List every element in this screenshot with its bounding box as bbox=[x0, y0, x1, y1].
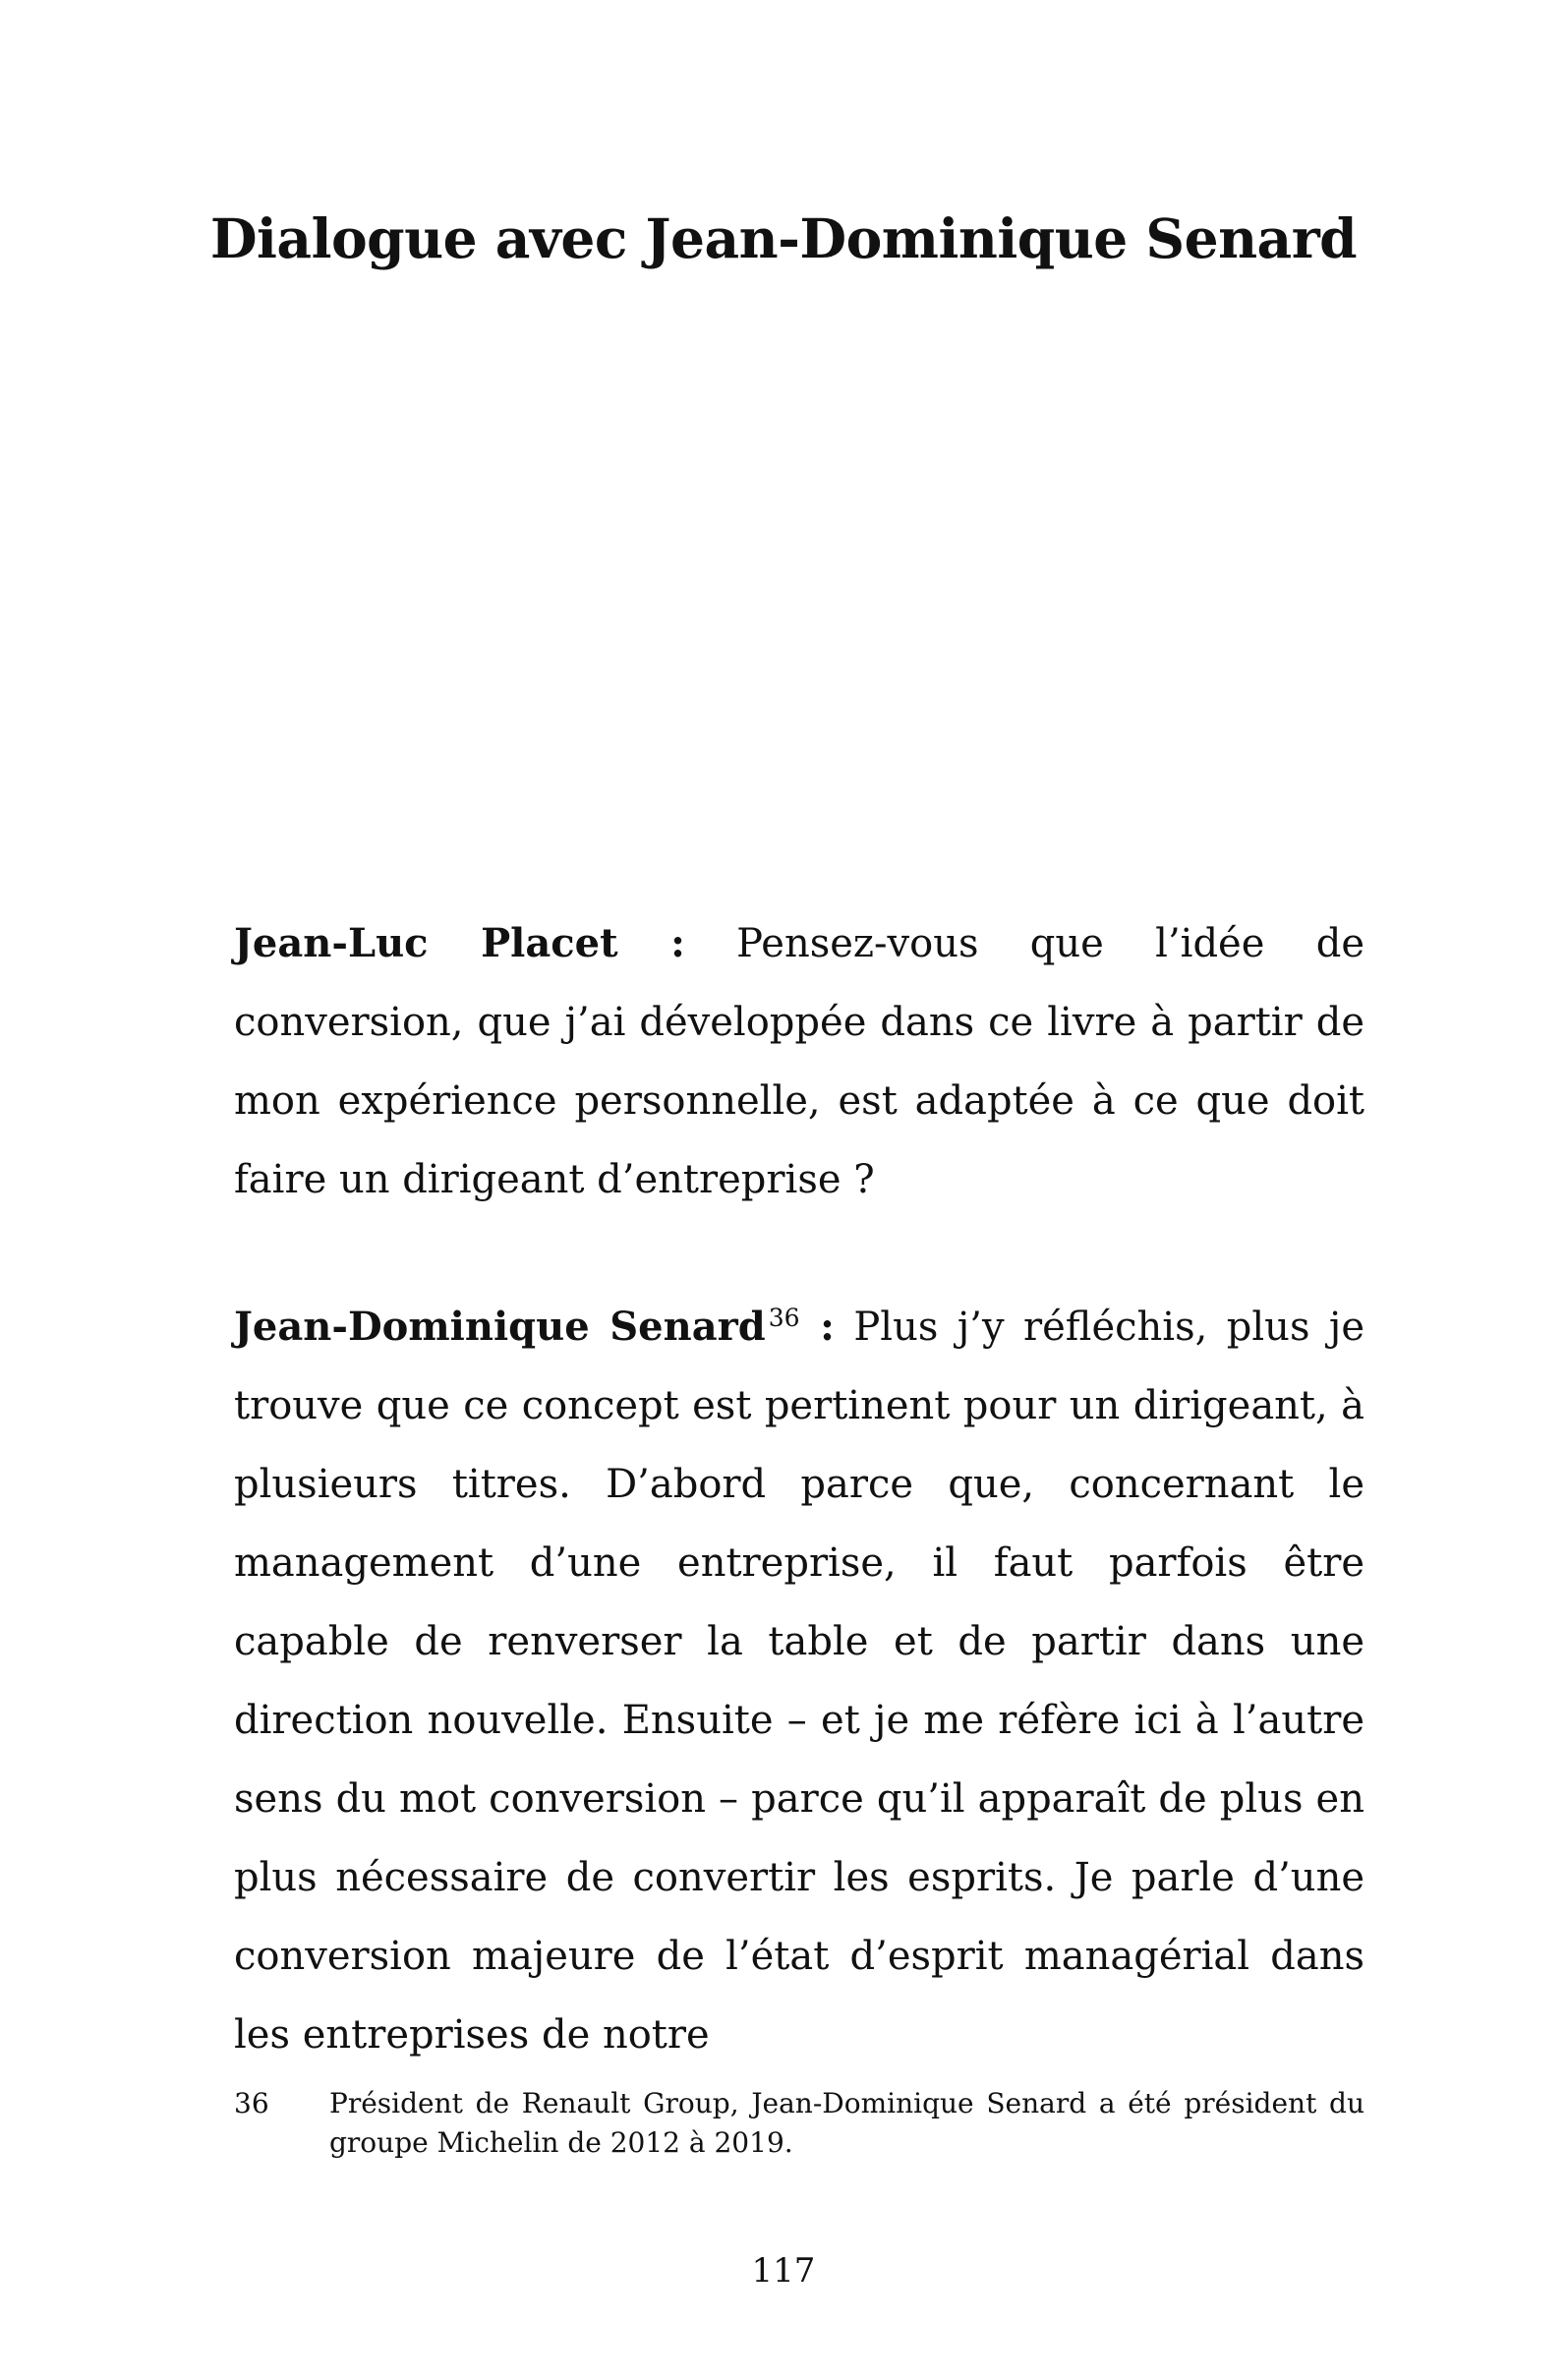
footnote-text: Président de Renault Group, Jean-Dominique Senard a été président du groupe Michelin de 2012 à 2019. bbox=[329, 2087, 1364, 2159]
page-title: Dialogue avec Jean-Dominique Senard bbox=[209, 206, 1358, 270]
paragraph-answer bbox=[234, 1288, 1364, 2074]
paragraph-question bbox=[234, 904, 1364, 1219]
footnote-reference: 36 bbox=[768, 1303, 800, 1332]
paragraph-text: Pensez-vous que l’idée de conversion, que j’ai développée dans ce livre à partir de mon expérience personnelle, est adaptée à ce que doit faire un dirigeant d’entreprise ? bbox=[234, 921, 1364, 1202]
footnote bbox=[234, 2084, 1364, 2163]
page-number: 117 bbox=[751, 2251, 816, 2291]
paragraph-text: Plus j’y réfléchis, plus je trouve que ce concept est pertinent pour un dirigeant, à plusieurs titres. D’abord parce que, concernant le management d’une entreprise, il faut parfois être capable de renverser la table et de partir dans une direction nouvelle. Ensuite – et je me réfère ici à l’autre sens du mot conversion – parce qu’il apparaît de plus en plus nécessaire de convertir les esprits. Je parle d’une conversion majeure de l’état d’esprit managérial dans les entreprises de notre bbox=[234, 1305, 1364, 2058]
footnote-number: 36 bbox=[234, 2087, 269, 2119]
speaker-name: Jean-Luc Placet : bbox=[234, 920, 685, 966]
speaker-colon: : bbox=[799, 1304, 835, 1350]
speaker-name: Jean-Dominique Senard bbox=[234, 1304, 766, 1350]
